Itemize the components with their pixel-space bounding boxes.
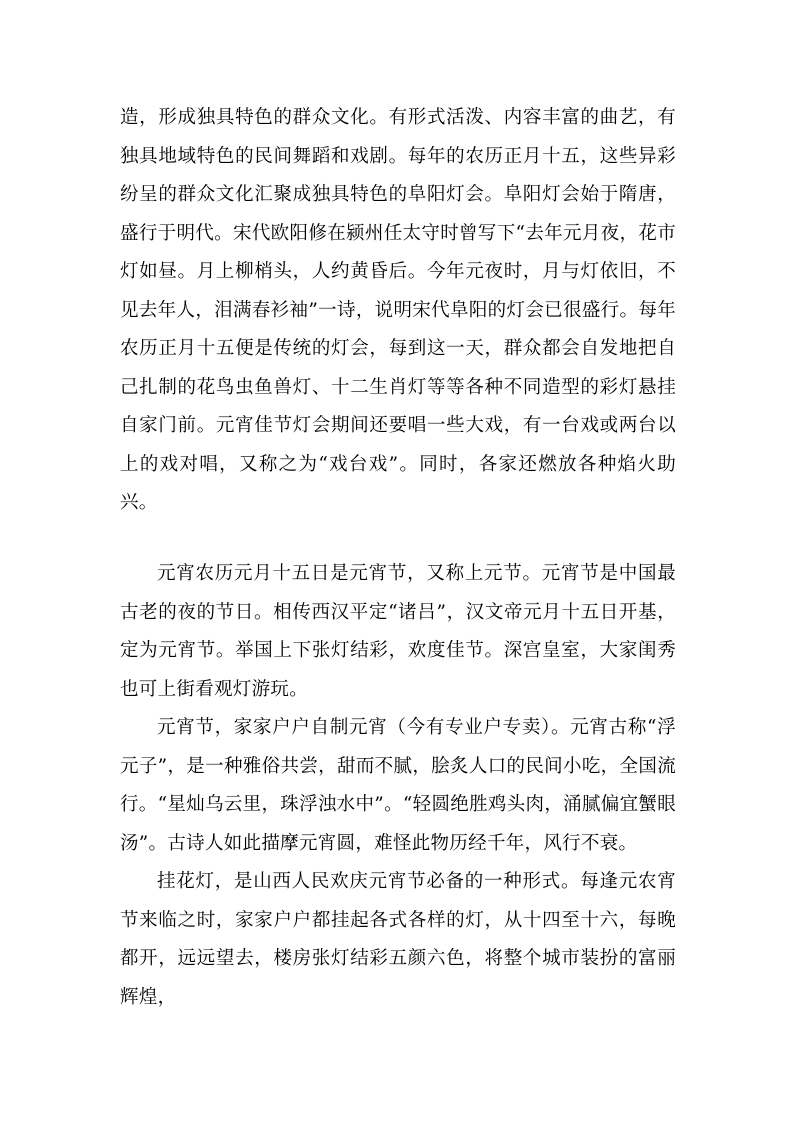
paragraph-fuyang-lantern-fair: 造，形成独具特色的群众文化。有形式活泼、内容丰富的曲艺，有独具地域特色的民间舞蹈和戏剧。每年的农历正月十五，这些异彩纷呈的群众文化汇聚成独具特色的阜阳灯会。阜阳灯会始于隋唐，盛行于明代。宋代欧阳修在颍州任太守时曾写下“去年元月夜，花市灯如昼。月上柳梢头，人约黄昏后。今年元夜时，月与灯依旧，不见去年人，泪满春衫袖”一诗，说明宋代阜阳的灯会已很盛行。每年农历正月十五便是传统的灯会，每到这一天，群众都会自发地把自己扎制的花鸟虫鱼兽灯、十二生肖灯等等各种不同造型的彩灯悬挂自家门前。元宵佳节灯会期间还要唱一些大戏，有一台戏或两台以上的戏对唱，又称之为“戏台戏”。同时，各家还燃放各种焰火助兴。 xyxy=(120,107,676,513)
text-section-lantern-festival xyxy=(120,555,676,1017)
paragraph-yuanxiao-food: 元宵节，家家户户自制元宵（今有专业户专卖）。元宵古称“浮元子”，是一种雅俗共尝，甜而不腻，脍炙人口的民间小吃，全国流行。“星灿乌云里，珠浮浊水中”。“轻圆绝胜鸡头肉，涌腻偏宜蟹眼汤”。古诗人如此描摩元宵圆，难怪此物历经千年，风行不衰。 xyxy=(120,717,676,854)
paragraph-lantern-festival-origin: 元宵农历元月十五日是元宵节，又称上元节。元宵节是中国最古老的夜的节日。相传西汉平定“诸吕”，汉文帝元月十五日开基，定为元宵节。举国上下张灯结彩，欢度佳节。深宫皇室，大家闺秀也可上街看观灯游玩。 xyxy=(120,563,676,700)
paragraph-hanging-lanterns: 挂花灯，是山西人民欢庆元宵节必备的一种形式。每逢元农宵节来临之时，家家户户都挂起各式各样的灯，从十四至十六，每晚都开，远远望去，楼房张灯结彩五颜六色，将整个城市装扮的富丽辉煌， xyxy=(120,871,676,1008)
text-section-fuyang-lantern-fair xyxy=(120,99,676,523)
